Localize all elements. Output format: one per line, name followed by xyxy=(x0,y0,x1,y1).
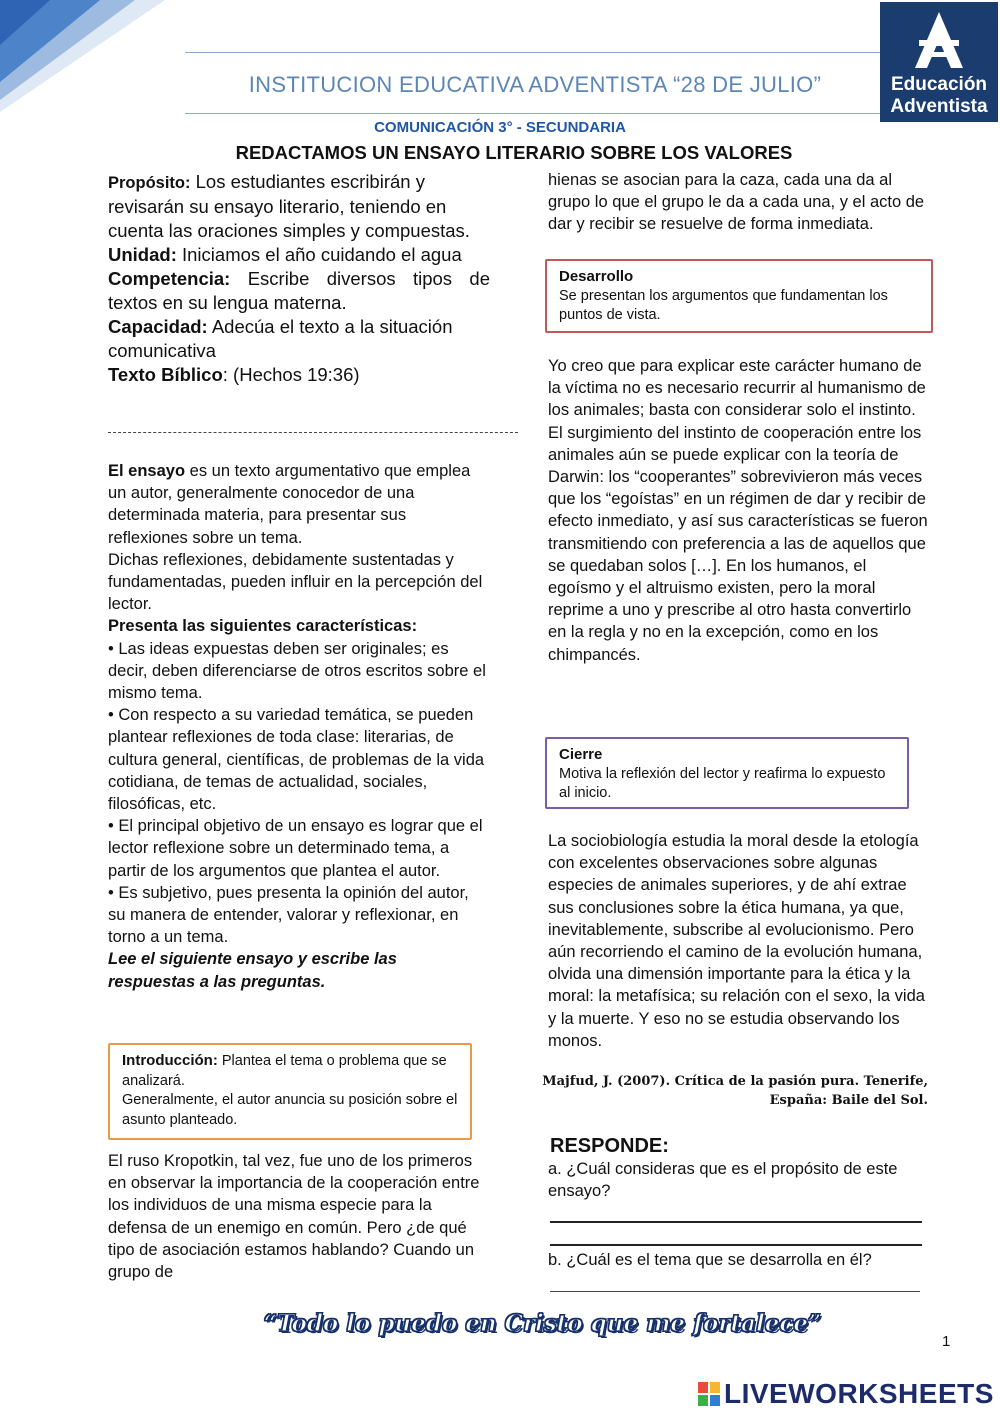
school-name: INSTITUCION EDUCATIVA ADVENTISTA “28 DE JULIO” xyxy=(248,72,822,97)
essay-paragraph-4: La sociobiología estudia la moral desde la etología con excelentes observaciones sobre algunas especies de animales superiores, y de ahí extrae sus conclusiones sobre la ética humana, ya que, inevitablemente, subscribe al evolucionismo. Pero aún recorriendo el camino de la evolución humana, olvida una dimensión importante para la ética y la moral: la metafísica; su relación con el sexo, la vida y la muerte. Y eso no se estudia observando los monos. xyxy=(548,832,925,1050)
logo-text-line1: Educación xyxy=(890,74,988,95)
answer-line-a2[interactable] xyxy=(550,1244,922,1246)
closing-box xyxy=(545,737,909,809)
development-box xyxy=(545,259,933,333)
answer-line-b[interactable] xyxy=(550,1291,920,1292)
logo-text-line2: Adventista xyxy=(890,96,988,117)
unidad: Unidad: Iniciamos el año cuidando el agua xyxy=(108,244,462,265)
characteristics-heading: Presenta las siguientes características: xyxy=(108,617,418,636)
capacidad: Capacidad: Adecúa el texto a la situación comunicativa xyxy=(108,316,453,361)
intro-text-2: Generalmente, el autor anuncia su posición sobre el asunto planteado. xyxy=(122,1092,458,1128)
header-bottom-line xyxy=(185,113,880,114)
competencia: Competencia: Escribe diversos tipos de textos en su lengua materna. xyxy=(108,268,490,313)
header-top-line xyxy=(185,52,880,53)
liveworksheets-brand: LIVEWORKSHEETS xyxy=(724,1378,994,1409)
subject-heading: COMUNICACIÓN 3° - SECUNDARIA xyxy=(374,119,626,136)
characteristic-item: • El principal objetivo de un ensayo es lograr que el lector reflexione sobre un determinado tema, a partir de los argumentos que plantea el autor. xyxy=(108,817,483,880)
close-title: Cierre xyxy=(559,746,603,763)
citation: Majfud, J. (2007). Crítica de la pasión pura. Tenerife, España: Baile del Sol. xyxy=(542,1074,928,1108)
essay-paragraph-3: El surgimiento del instinto de cooperación entre los animales aún se puede explicar con la teoría de Darwin: los “cooperantes” sobrevivieron más veces que los “egoístas” en un régimen de dar y recibir de efecto inmediato, y así sus características se fueron transmitiendo con preferencia a las de aquellos que se quedaban solos […]. En los humanos, el egoísmo y el altruismo existen, pero la moral reprime a uno y prescribe al otro hasta convertirlo en la regla y no en la excepción, como en los chimpancés. xyxy=(548,423,928,664)
instruction-text: Lee el siguiente ensayo y escribe las respuestas a las preguntas. xyxy=(108,950,397,991)
responde-heading: RESPONDE: xyxy=(550,1135,669,1157)
page-number: 1 xyxy=(942,1333,951,1350)
essay-paragraph-2: Yo creo que para explicar este carácter humano de la víctima no es necesario recurrir al humanismo de los animales; basta con considerar solo el instinto. El surgimiento del instinto de cooperación entre los animales aún se puede explicar con la teoría de Darwin: los “cooperantes” sobrevivieron más veces que los “egoístas” en un régimen de dar y recibir de efecto inmediato, y así sus características se fueron transmitiendo con preferencia a las de aquellos que se quedaban solos […]. En los humanos, el egoísmo y el altruismo existen, pero la moral reprime a uno y prescribe al otro hasta convertirlo en la regla y no en la excepción, como en los chimpancés. xyxy=(548,355,928,666)
corner-decoration xyxy=(0,0,180,115)
essay-paragraph-1-continued: hienas se asocian para la caza, cada una da al grupo lo que el grupo le da a cada una, y el acto de dar y recibir se resuelve de forma inmediata. xyxy=(548,171,925,234)
dev-text: Se presentan los argumentos que fundamentan los puntos de vista. xyxy=(559,287,888,323)
characteristic-item: • Con respecto a su variedad temática, se pueden plantear reflexiones de toda clase: literarias, de cultura general, científicas, de problemas de la vida cotidiana, de temas de actualidad, sociales, filosóficas, etc. xyxy=(108,706,485,814)
introduction-box xyxy=(108,1043,472,1140)
adventist-education-logo xyxy=(880,2,998,122)
dev-title: Desarrollo xyxy=(559,268,634,285)
dashed-divider xyxy=(108,432,518,433)
answer-line-a1[interactable] xyxy=(550,1221,922,1223)
proposito: Propósito: Los estudiantes escribirán y revisarán su ensayo literario, teniendo en cuenta las oraciones simples y compuestas. xyxy=(108,171,470,241)
characteristic-item: • Es subjetivo, pues presenta la opinión del autor, su manera de entender, valorar y reflexionar, en torno a un tema. xyxy=(108,883,469,947)
texto-biblico: Texto Bíblico: (Hechos 19:36) xyxy=(108,364,360,385)
reflexiones-paragraph: Dichas reflexiones, debidamente sustentadas y fundamentadas, pueden influir en la percepción del lector. xyxy=(108,550,483,614)
question-a: a. ¿Cuál consideras que es el propósito de este ensayo? xyxy=(548,1160,898,1200)
intro-title: Introducción: xyxy=(122,1052,218,1069)
meta-block xyxy=(108,170,490,387)
page-title: REDACTAMOS UN ENSAYO LITERARIO SOBRE LOS VALORES xyxy=(235,142,793,163)
theory-block xyxy=(108,460,488,993)
question-b: b. ¿Cuál es el tema que se desarrolla en él? xyxy=(548,1251,872,1269)
liveworksheets-logo-icon xyxy=(698,1382,720,1406)
close-text: Motiva la reflexión del lector y reafirma lo expuesto al inicio. xyxy=(559,765,886,801)
logo-mark-icon xyxy=(909,10,969,72)
essay-paragraph-1: El ruso Kropotkin, tal vez, fue uno de los primeros en observar la importancia de la cooperación entre los individuos de una misma especie para la defensa de un enemigo en común. Pero ¿de qué tipo de asociación estamos hablando? Cuando un grupo de xyxy=(108,1152,480,1282)
motto-banner: “Todo lo puedo en Cristo que me fortalece” xyxy=(263,1310,822,1337)
ensayo-definition: El ensayo es un texto argumentativo que emplea un autor, generalmente conocedor de una determinada materia, para presentar sus reflexiones sobre un tema. xyxy=(108,462,471,547)
characteristic-item: • Las ideas expuestas deben ser originales; es decir, deben diferenciarse de otros escritos sobre el mismo tema. xyxy=(108,639,486,703)
intro-text: Plantea el tema o problema que se analizará. xyxy=(122,1053,447,1089)
